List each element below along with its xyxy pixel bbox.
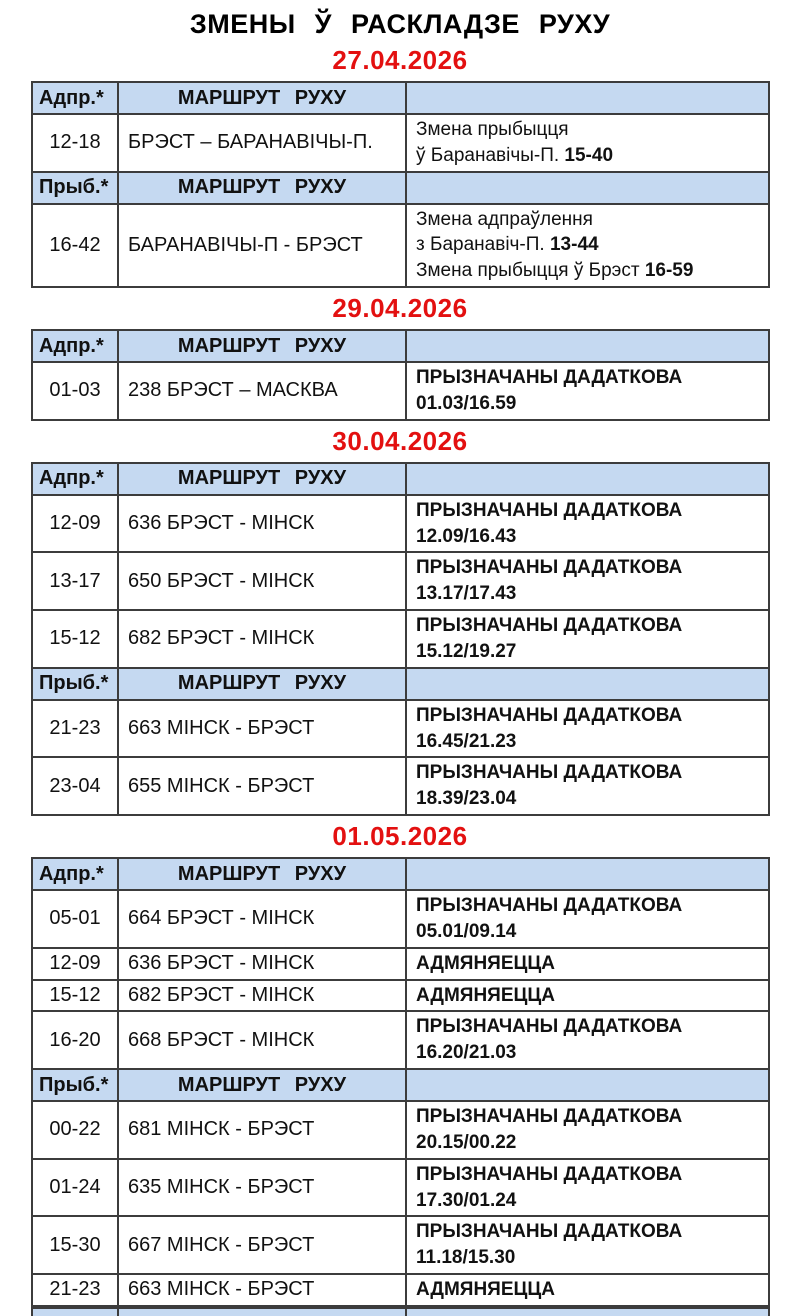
note-text: ў Баранавічы-П. xyxy=(416,144,565,166)
note-cell xyxy=(406,204,769,287)
date-heading: 27.04.2026 xyxy=(332,45,468,75)
time-cell: 16-20 xyxy=(32,1011,118,1069)
schedule-table xyxy=(31,857,770,1307)
time-cell: 05-01 xyxy=(32,890,118,948)
header-time-label: Адпр.* xyxy=(32,463,118,495)
route-cell: 682 БРЭСТ - МІНСК xyxy=(118,980,406,1012)
header-note-cell xyxy=(406,668,769,700)
page-title: ЗМЕНЫ Ў РАСКЛАДЗЕ РУХУ xyxy=(189,9,611,39)
note-bold-text: ПРЫЗНАЧАНЫ ДАДАТКОВА xyxy=(416,557,683,579)
table-header-row xyxy=(32,1069,769,1101)
table-row xyxy=(32,552,769,610)
table-row xyxy=(32,700,769,758)
note-cell xyxy=(406,1101,769,1159)
note-bold-text: АДМЯНЯЕЦЦА xyxy=(416,952,555,974)
note-cell xyxy=(406,610,769,668)
table-header-row xyxy=(32,463,769,495)
note-line xyxy=(416,1040,762,1066)
note-cell xyxy=(406,700,769,758)
note-bold-text: ПРЫЗНАЧАНЫ ДАДАТКОВА xyxy=(416,1163,683,1185)
note-bold-text: АДМЯНЯЕЦЦА xyxy=(416,984,555,1006)
date-heading: 30.04.2026 xyxy=(332,425,468,456)
note-cell xyxy=(406,980,769,1012)
table-header-row xyxy=(32,668,769,700)
route-cell: 668 БРЭСТ - МІНСК xyxy=(118,1011,406,1069)
header-note-cell xyxy=(406,1069,769,1101)
note-line xyxy=(416,639,762,665)
header-time-label: Прыб.* xyxy=(32,172,118,204)
time-cell: 12-18 xyxy=(32,114,118,172)
table-row xyxy=(32,1101,769,1159)
note-cell xyxy=(406,114,769,172)
note-text: Змена прыбыцця xyxy=(416,119,569,140)
note-bold-text: ПРЫЗНАЧАНЫ ДАДАТКОВА xyxy=(416,704,683,726)
note-cell xyxy=(406,1216,769,1274)
header-route-label: МАРШРУТ РУХУ xyxy=(118,82,406,114)
time-cell: 15-30 xyxy=(32,1216,118,1274)
route-cell: 655 МІНСК - БРЭСТ xyxy=(118,757,406,815)
note-cell xyxy=(406,1011,769,1069)
header-time-label: Адпр.* xyxy=(32,82,118,114)
table-row xyxy=(32,495,769,553)
note-bold-text: ПРЫЗНАЧАНЫ ДАДАТКОВА xyxy=(416,762,683,784)
note-line xyxy=(416,1277,762,1303)
note-line xyxy=(416,365,762,391)
time-cell: 13-17 xyxy=(32,552,118,610)
header-time-label: Адпр.* xyxy=(32,330,118,362)
note-line xyxy=(416,919,762,945)
note-text: з Баранавіч-П. xyxy=(416,234,550,256)
note-line xyxy=(416,951,762,977)
time-cell: 15-12 xyxy=(32,610,118,668)
note-bold-text: ПРЫЗНАЧАНЫ ДАДАТКОВА xyxy=(416,499,683,521)
note-cell xyxy=(406,1274,769,1306)
route-cell: БРЭСТ – БАРАНАВІЧЫ-П. xyxy=(118,114,406,172)
table-row xyxy=(32,114,769,172)
schedule-table xyxy=(31,329,770,421)
note-line xyxy=(416,1162,762,1188)
route-cell: 664 БРЭСТ - МІНСК xyxy=(118,890,406,948)
note-line xyxy=(416,524,762,550)
time-cell: 01-03 xyxy=(32,362,118,420)
header-time-label: Прыб.* xyxy=(32,668,118,700)
table-row xyxy=(32,1011,769,1069)
table-row xyxy=(32,204,769,287)
note-cell xyxy=(406,1159,769,1217)
note-text: Змена адпраўлення xyxy=(416,208,593,230)
note-bold-text: 16.20/21.03 xyxy=(416,1042,517,1064)
note-bold-text: ПРЫЗНАЧАНЫ ДАДАТКОВА xyxy=(416,615,683,637)
route-cell: 635 МІНСК - БРЭСТ xyxy=(118,1159,406,1217)
header-route-label: МАРШРУТ РУХУ xyxy=(118,858,406,890)
note-line xyxy=(416,143,762,169)
note-bold-text: ПРЫЗНАЧАНЫ ДАДАТКОВА xyxy=(416,1221,683,1243)
note-line xyxy=(416,786,762,812)
note-line xyxy=(416,581,762,607)
note-bold-text: 13-44 xyxy=(549,234,599,256)
note-bold-text: ПРЫЗНАЧАНЫ ДАДАТКОВА xyxy=(416,367,683,389)
table-row xyxy=(32,1274,769,1306)
header-note-cell xyxy=(406,172,769,204)
header-note-cell xyxy=(406,330,769,362)
time-cell: 16-42 xyxy=(32,204,118,287)
note-line xyxy=(416,391,762,417)
note-line xyxy=(416,1245,762,1271)
note-line xyxy=(416,1188,762,1214)
header-route-label: МАРШРУТ РУХУ xyxy=(118,1069,406,1101)
note-line xyxy=(416,760,762,786)
note-bold-text: 17.30/01.24 xyxy=(416,1189,517,1211)
table-row xyxy=(32,890,769,948)
note-bold-text: 16-59 xyxy=(644,260,694,282)
note-line xyxy=(416,1014,762,1040)
note-bold-text: ПРЫЗНАЧАНЫ ДАДАТКОВА xyxy=(416,895,683,917)
clipped-header-cell xyxy=(118,1308,406,1316)
note-line xyxy=(416,258,762,284)
route-cell: 681 МІНСК - БРЭСТ xyxy=(118,1101,406,1159)
clipped-header-cell xyxy=(32,1308,118,1316)
table-row xyxy=(32,948,769,980)
time-cell: 12-09 xyxy=(32,948,118,980)
note-bold-text: 18.39/23.04 xyxy=(416,788,517,810)
route-cell: 636 БРЭСТ - МІНСК xyxy=(118,948,406,980)
time-cell: 21-23 xyxy=(32,700,118,758)
note-cell xyxy=(406,362,769,420)
route-cell: 667 МІНСК - БРЭСТ xyxy=(118,1216,406,1274)
note-bold-text: 15-40 xyxy=(564,144,614,166)
route-cell: 650 БРЭСТ - МІНСК xyxy=(118,552,406,610)
time-cell: 12-09 xyxy=(32,495,118,553)
note-line xyxy=(416,117,762,143)
note-bold-text: 20.15/00.22 xyxy=(416,1131,517,1153)
table-row xyxy=(32,362,769,420)
note-bold-text: 13.17/17.43 xyxy=(416,583,517,605)
header-time-label: Прыб.* xyxy=(32,1069,118,1101)
note-cell xyxy=(406,890,769,948)
note-line xyxy=(416,555,762,581)
schedule-table xyxy=(31,462,770,816)
date-heading: 01.05.2026 xyxy=(332,821,468,852)
schedule-document xyxy=(0,9,800,1316)
note-bold-text: 15.12/19.27 xyxy=(416,640,517,662)
next-table-header-sliver xyxy=(0,1307,800,1316)
note-line xyxy=(416,983,762,1009)
schedule-table xyxy=(31,81,770,288)
table-row xyxy=(32,1159,769,1217)
note-line xyxy=(416,1219,762,1245)
note-bold-text: 12.09/16.43 xyxy=(416,525,517,547)
header-note-cell xyxy=(406,82,769,114)
header-route-label: МАРШРУТ РУХУ xyxy=(118,463,406,495)
time-cell: 01-24 xyxy=(32,1159,118,1217)
table-row xyxy=(32,610,769,668)
header-route-label: МАРШРУТ РУХУ xyxy=(118,172,406,204)
time-cell: 15-12 xyxy=(32,980,118,1012)
header-note-cell xyxy=(406,463,769,495)
note-cell xyxy=(406,948,769,980)
note-cell xyxy=(406,552,769,610)
note-bold-text: 16.45/21.23 xyxy=(416,730,517,752)
header-note-cell xyxy=(406,858,769,890)
note-bold-text: 11.18/15.30 xyxy=(416,1247,516,1269)
route-cell: 663 МІНСК - БРЭСТ xyxy=(118,1274,406,1306)
header-route-label: МАРШРУТ РУХУ xyxy=(118,330,406,362)
time-cell: 00-22 xyxy=(32,1101,118,1159)
time-cell: 21-23 xyxy=(32,1274,118,1306)
route-cell: 663 МІНСК - БРЭСТ xyxy=(118,700,406,758)
table-header-row xyxy=(32,330,769,362)
note-bold-text: 05.01/09.14 xyxy=(416,920,517,942)
note-bold-text: ПРЫЗНАЧАНЫ ДАДАТКОВА xyxy=(416,1016,683,1038)
note-bold-text: АДМЯНЯЕЦЦА xyxy=(416,1279,555,1301)
note-line xyxy=(416,613,762,639)
header-time-label: Адпр.* xyxy=(32,858,118,890)
route-cell: 682 БРЭСТ - МІНСК xyxy=(118,610,406,668)
table-header-row xyxy=(32,858,769,890)
route-cell: 636 БРЭСТ - МІНСК xyxy=(118,495,406,553)
note-cell xyxy=(406,757,769,815)
clipped-header-cell xyxy=(406,1308,769,1316)
note-bold-text: ПРЫЗНАЧАНЫ ДАДАТКОВА xyxy=(416,1106,683,1128)
note-text: Змена прыбыцця ў Брэст xyxy=(416,260,645,282)
note-line xyxy=(416,207,762,233)
clipped-header-table xyxy=(31,1307,770,1316)
note-line xyxy=(416,729,762,755)
note-cell xyxy=(406,495,769,553)
table-header-row xyxy=(32,82,769,114)
table-row xyxy=(32,757,769,815)
route-cell: БАРАНАВІЧЫ-П - БРЭСТ xyxy=(118,204,406,287)
table-row xyxy=(32,1216,769,1274)
time-cell: 23-04 xyxy=(32,757,118,815)
header-route-label: МАРШРУТ РУХУ xyxy=(118,668,406,700)
clipped-header-row xyxy=(32,1308,769,1316)
table-row xyxy=(32,980,769,1012)
table-header-row xyxy=(32,172,769,204)
note-line xyxy=(416,703,762,729)
sections-container xyxy=(0,45,800,1307)
note-line xyxy=(416,498,762,524)
note-line xyxy=(416,1104,762,1130)
route-cell: 238 БРЭСТ – МАСКВА xyxy=(118,362,406,420)
date-heading: 29.04.2026 xyxy=(332,293,468,324)
note-line xyxy=(416,232,762,258)
note-line xyxy=(416,1130,762,1156)
note-bold-text: 01.03/16.59 xyxy=(416,392,517,414)
note-line xyxy=(416,893,762,919)
